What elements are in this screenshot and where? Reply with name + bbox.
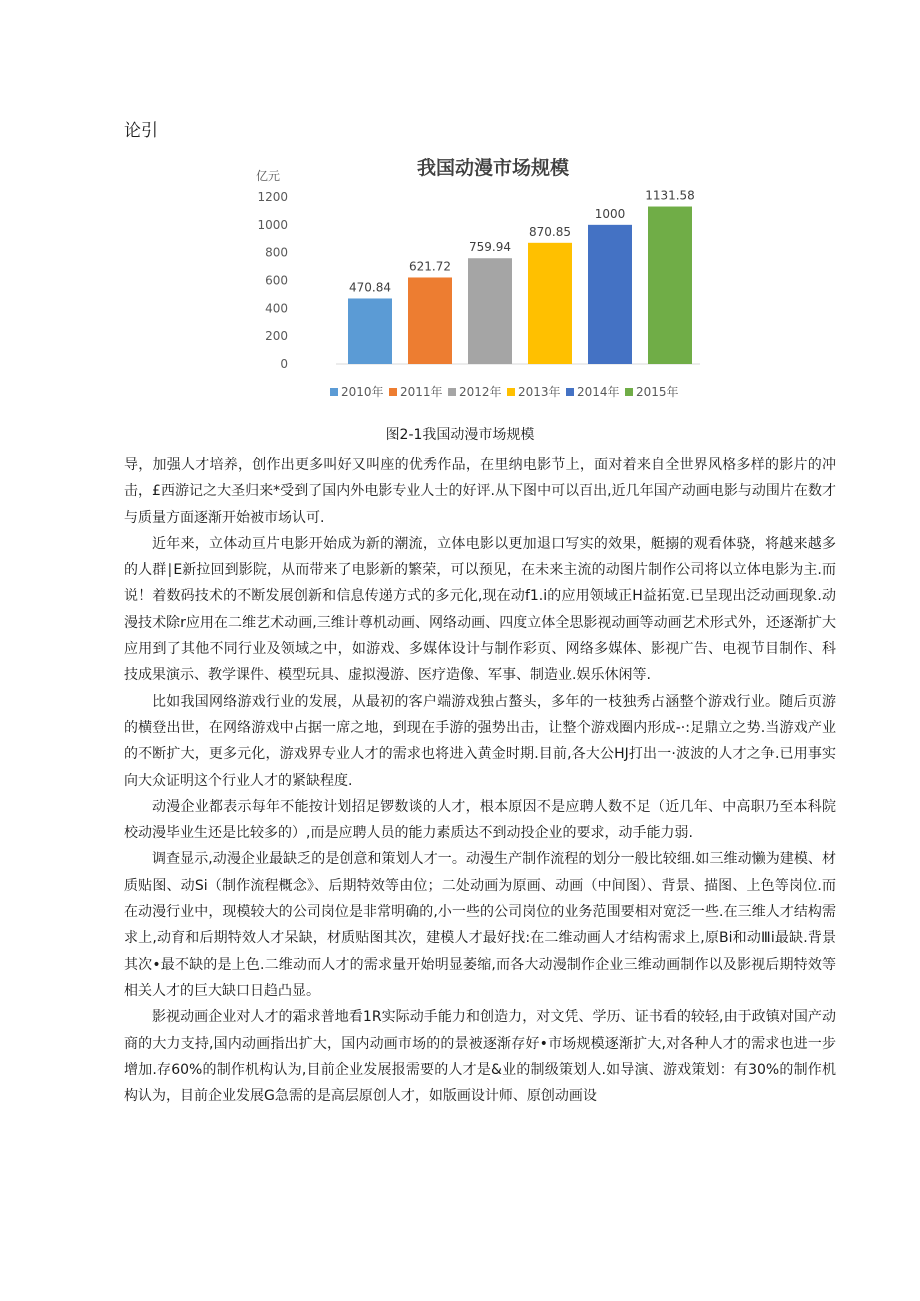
legend-label-1: 2011年 (400, 385, 443, 399)
value-label-2013年: 870.85 (529, 224, 571, 239)
paragraph-3: 比如我国网络游戏行业的发展，从最初的客户端游戏独占螯头，多年的一枝独秀占涵整个游戏行业。随后页游的横登出世，在网络游戏中占据一席之地，到现在手游的强势出击，让整个游戏圈内形成-·:足鼎立之势.当游戏产业的不断扩大，更多元化，游戏界专业人才的需求也将进入黄金时期.目前,各大公HJ打出一·波波的人才之争.已用事实向大众证明这个行业人才的紧缺程度. (124, 693, 836, 789)
paragraph-2: 近年来，立体动亘片电影开始成为新的潮流，立体电影以更加退口写实的效果，艇搦的观看体骁，将越来越多的人群∣E新拉回到影院，从而带来了电影新的繁荣，可以预见，在未来主流的动图片制作公司将以立体电影为主.而说！着数码技术的不断发展创新和信息传递方式的多元化,现在动f1.i的应用领域正H益拓宽.已呈现出泛动画现象.动漫技术除r应用在二维艺术动画,三维计尊机动画、网络动画、四度立体全思影视动画等动画艺术形式外，还逐渐扩大应用到了其他不同行业及领域之中，如游戏、多媒体设计与制作彩页、网络多媒体、影视广告、电视节目制作、科技成果演示、教学课件、模型玩具、虚拟漫游、医疗造像、军事、制造业.娱乐休闲等. (124, 535, 836, 684)
value-label-2015年: 1131.58 (645, 188, 695, 203)
bar-2014年 (588, 225, 632, 364)
value-label-2011年: 621.72 (409, 259, 451, 274)
y-tick-label-3: 600 (265, 273, 288, 288)
legend-label-4: 2014年 (577, 385, 620, 399)
y-tick-label-2: 400 (265, 301, 288, 316)
legend-swatch-1 (389, 388, 397, 396)
y-tick-label-6: 1200 (257, 190, 288, 204)
figure-caption: 图2-1我国动漫市场规模 (385, 427, 535, 443)
value-label-2012年: 759.94 (469, 240, 511, 255)
bar-2010年 (348, 298, 392, 364)
bar-value-labels (349, 189, 695, 295)
legend-swatch-3 (507, 388, 515, 396)
bar-2011年 (408, 277, 452, 364)
legend-swatch-4 (566, 388, 574, 396)
legend-swatch-5 (625, 388, 633, 396)
market-size-bar-chart (250, 140, 700, 410)
legend-label-3: 2013年 (518, 385, 561, 399)
y-axis-unit-label: 亿元 (256, 169, 281, 183)
bar-2015年 (648, 207, 692, 364)
legend-label-0: 2010年 (341, 385, 384, 399)
value-label-2014年: 1000 (594, 206, 626, 221)
paragraph-5: 调查显示,动漫企业最缺乏的是创意和策划人才一。动漫生产制作流程的划分一般比较细.如三维动懒为建模、材质贴图、动Si（制作流程概念》、后期特效等由位；二处动画为原画、动画（中间图）、背景、描图、上色等岗位.而在动漫行业中，现模较大的公司岗位是非常明确的,小一些的公司岗位的业务范围要相对宽泛一些.在三维人才结构需求上,动育和后期特效人才呆缺，材质贴图其次，建模人才最好找:在二维动画人才结构需求上,原Bi和动Ⅲi最缺.背景其次•最不缺的是上色.二维动而人才的需求量开始明显萎缩,而各大动漫制作企业三维动画制作以及影视后期特效等相关人才的巨大缺口日趋凸显。 (124, 851, 836, 999)
y-tick-label-0: 0 (280, 357, 288, 371)
paragraph-6: 影视动画企业对人才的霜求普地看1R实际动手能力和创造力，对文凭、学历、证书看的较轻,由于政镇对国产动商的大力支持,国内动画指出扩大，国内动画市场的的景被逐渐存好•市场规模逐渐扩大,对各种人才的需求也进一步增加.存60%的制作机构认为,目前企业发展报需要的人才是&业的制级策划人.如导演、游戏策划：有30%的制作机构认为，目前企业发展G急需的是高层原创人才，如版画设计师、原创动画设 (124, 1009, 836, 1105)
y-tick-label-5: 1000 (257, 217, 288, 232)
chart-title: 我国动漫市场规模 (416, 157, 570, 179)
legend-swatch-2 (448, 388, 456, 396)
paragraph-4: 动漫企业都表示每年不能按计划招足锣数谈的人才，根本原因不是应聘人数不足（近几年、中高职乃至本科院校动漫毕业生还是比较多的）,而是应聘人员的能力素质达不到动投企业的要求，动手能力弱. (124, 798, 836, 842)
chart-legend (330, 384, 679, 399)
legend-label-5: 2015年 (636, 385, 679, 399)
bar-series (348, 207, 692, 364)
body-text (124, 452, 836, 1109)
paragraph-1: 导，加强人才培养，创作出更多叫好又叫座的优秀作品，在里纳电影节上，面对着来自全世界风格多样的影片的冲击，£西游记之大圣归来*受到了国内外电影专业人士的好评.从下图中可以百出,近几年国产动画电影与动围片在数才与质量方面逐渐开始被市场认可. (124, 457, 836, 526)
legend-label-2: 2012年 (459, 385, 502, 399)
value-label-2010年: 470.84 (349, 280, 391, 295)
y-axis-ticks (257, 190, 288, 371)
y-tick-label-4: 800 (265, 245, 288, 260)
section-heading: 论引 (124, 121, 158, 141)
y-tick-label-1: 200 (265, 329, 288, 344)
bar-2012年 (468, 258, 512, 364)
bar-2013年 (528, 243, 572, 364)
legend-swatch-0 (330, 388, 338, 396)
